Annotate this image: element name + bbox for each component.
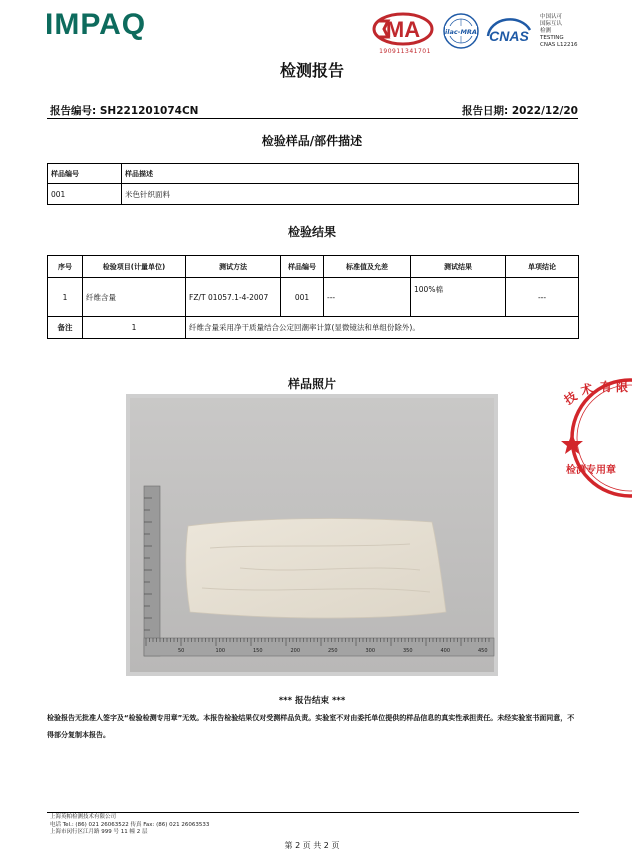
result-sample: 001 — [281, 278, 324, 317]
page-number: 第 2 页 共 2 页 — [284, 841, 340, 850]
sample-section-title: 检验样品/部件描述 — [261, 134, 363, 148]
cma-number: 190911341701 — [379, 48, 431, 55]
remark-text: 纤维含量采用净干质量结合公定回潮率计算(显微镜法和单组份除外)。 — [186, 317, 579, 339]
footer-address: 上海市闵行区江月路 999 号 11 幢 2 层 — [50, 829, 148, 835]
svg-text:CNAS: CNAS — [489, 28, 529, 44]
ruler-tick-label: 50 — [178, 648, 185, 654]
result-value: 100%棉 — [411, 278, 506, 317]
svg-text:限: 限 — [616, 380, 629, 394]
ruler-tick-label: 350 — [403, 648, 413, 654]
results-section-title: 检验结果 — [287, 225, 336, 239]
col-standard: 标准值及允差 — [324, 256, 411, 278]
sample-table — [47, 163, 579, 205]
ilac-mra-icon — [442, 12, 480, 54]
result-item: 纤维含量 — [83, 278, 186, 317]
cma-mark-icon — [372, 12, 434, 46]
impaq-logo: IMPAQ — [45, 8, 147, 41]
ruler-tick-label: 100 — [215, 648, 226, 654]
sample-desc-cell: 米色针织面料 — [122, 184, 579, 205]
sample-photo-frame — [126, 394, 498, 676]
result-method: FZ/T 01057.1-4-2007 — [186, 278, 281, 317]
report-date: 报告日期: 2022/12/20 — [462, 105, 578, 117]
document-title: 检测报告 — [279, 61, 344, 80]
result-standard: --- — [324, 278, 411, 317]
col-method: 测试方法 — [186, 256, 281, 278]
remark-row — [48, 317, 579, 339]
ruler-tick-label: 450 — [478, 648, 488, 654]
report-notice: 检验报告无批准人签字及“检验检测专用章”无效。本报告检验结果仅对受测样品负责。实验室不对由委托单位提供的样品信息的真实性承担责任。未经实验室书面同意，不得部分复制本报告。 — [47, 714, 575, 739]
table-row — [48, 184, 579, 205]
sample-id-cell: 001 — [48, 184, 122, 205]
header-rule — [47, 118, 578, 119]
svg-text:术: 术 — [579, 381, 595, 398]
company-seal-icon — [560, 375, 632, 501]
svg-text:有: 有 — [600, 380, 613, 394]
col-sample-id: 样品编号 — [48, 164, 122, 184]
certification-marks — [372, 10, 582, 58]
col-item: 检验项目(计量单位) — [83, 256, 186, 278]
col-conclusion: 单项结论 — [506, 256, 579, 278]
remark-index: 1 — [83, 317, 186, 339]
result-conclusion: --- — [506, 278, 579, 317]
svg-text:检测专用章: 检测专用章 — [566, 465, 616, 476]
report-end-marker: *** 报告结束 *** — [278, 696, 346, 706]
svg-text:ilac-MRA: ilac-MRA — [445, 28, 477, 36]
col-sample: 样品编号 — [281, 256, 324, 278]
report-number: 报告编号: SH221201074CN — [50, 105, 199, 117]
footer-rule — [47, 812, 579, 813]
ruler-tick-label: 150 — [253, 648, 263, 654]
svg-text:技: 技 — [561, 389, 580, 408]
sample-photo — [130, 398, 494, 672]
results-table — [47, 255, 579, 339]
company-footer — [50, 814, 209, 837]
ruler-tick-label: 400 — [440, 648, 451, 654]
col-result: 测试结果 — [411, 256, 506, 278]
ruler-tick-label: 250 — [328, 648, 338, 654]
photo-section-title: 样品照片 — [287, 377, 336, 391]
cnas-icon — [484, 14, 534, 54]
table-row — [48, 278, 579, 317]
result-index: 1 — [48, 278, 83, 317]
svg-text:MA: MA — [385, 17, 421, 42]
col-sample-desc: 样品描述 — [122, 164, 579, 184]
col-index: 序号 — [48, 256, 83, 278]
ruler-tick-label: 300 — [365, 648, 376, 654]
footer-contact: 电话 Tel.: (86) 021 26063522 传真 Fax: (86) 021 26063533 — [50, 821, 210, 828]
cnas-accreditation-text: 中国认可 国际互认 检测 TESTING CNAS L12216 — [540, 14, 578, 48]
ruler-tick-label: 200 — [290, 648, 301, 654]
footer-company: 上海英帕检测技术有限公司 — [50, 814, 117, 820]
remark-label: 备注 — [48, 317, 83, 339]
fabric-on-ruler-image — [130, 398, 494, 672]
